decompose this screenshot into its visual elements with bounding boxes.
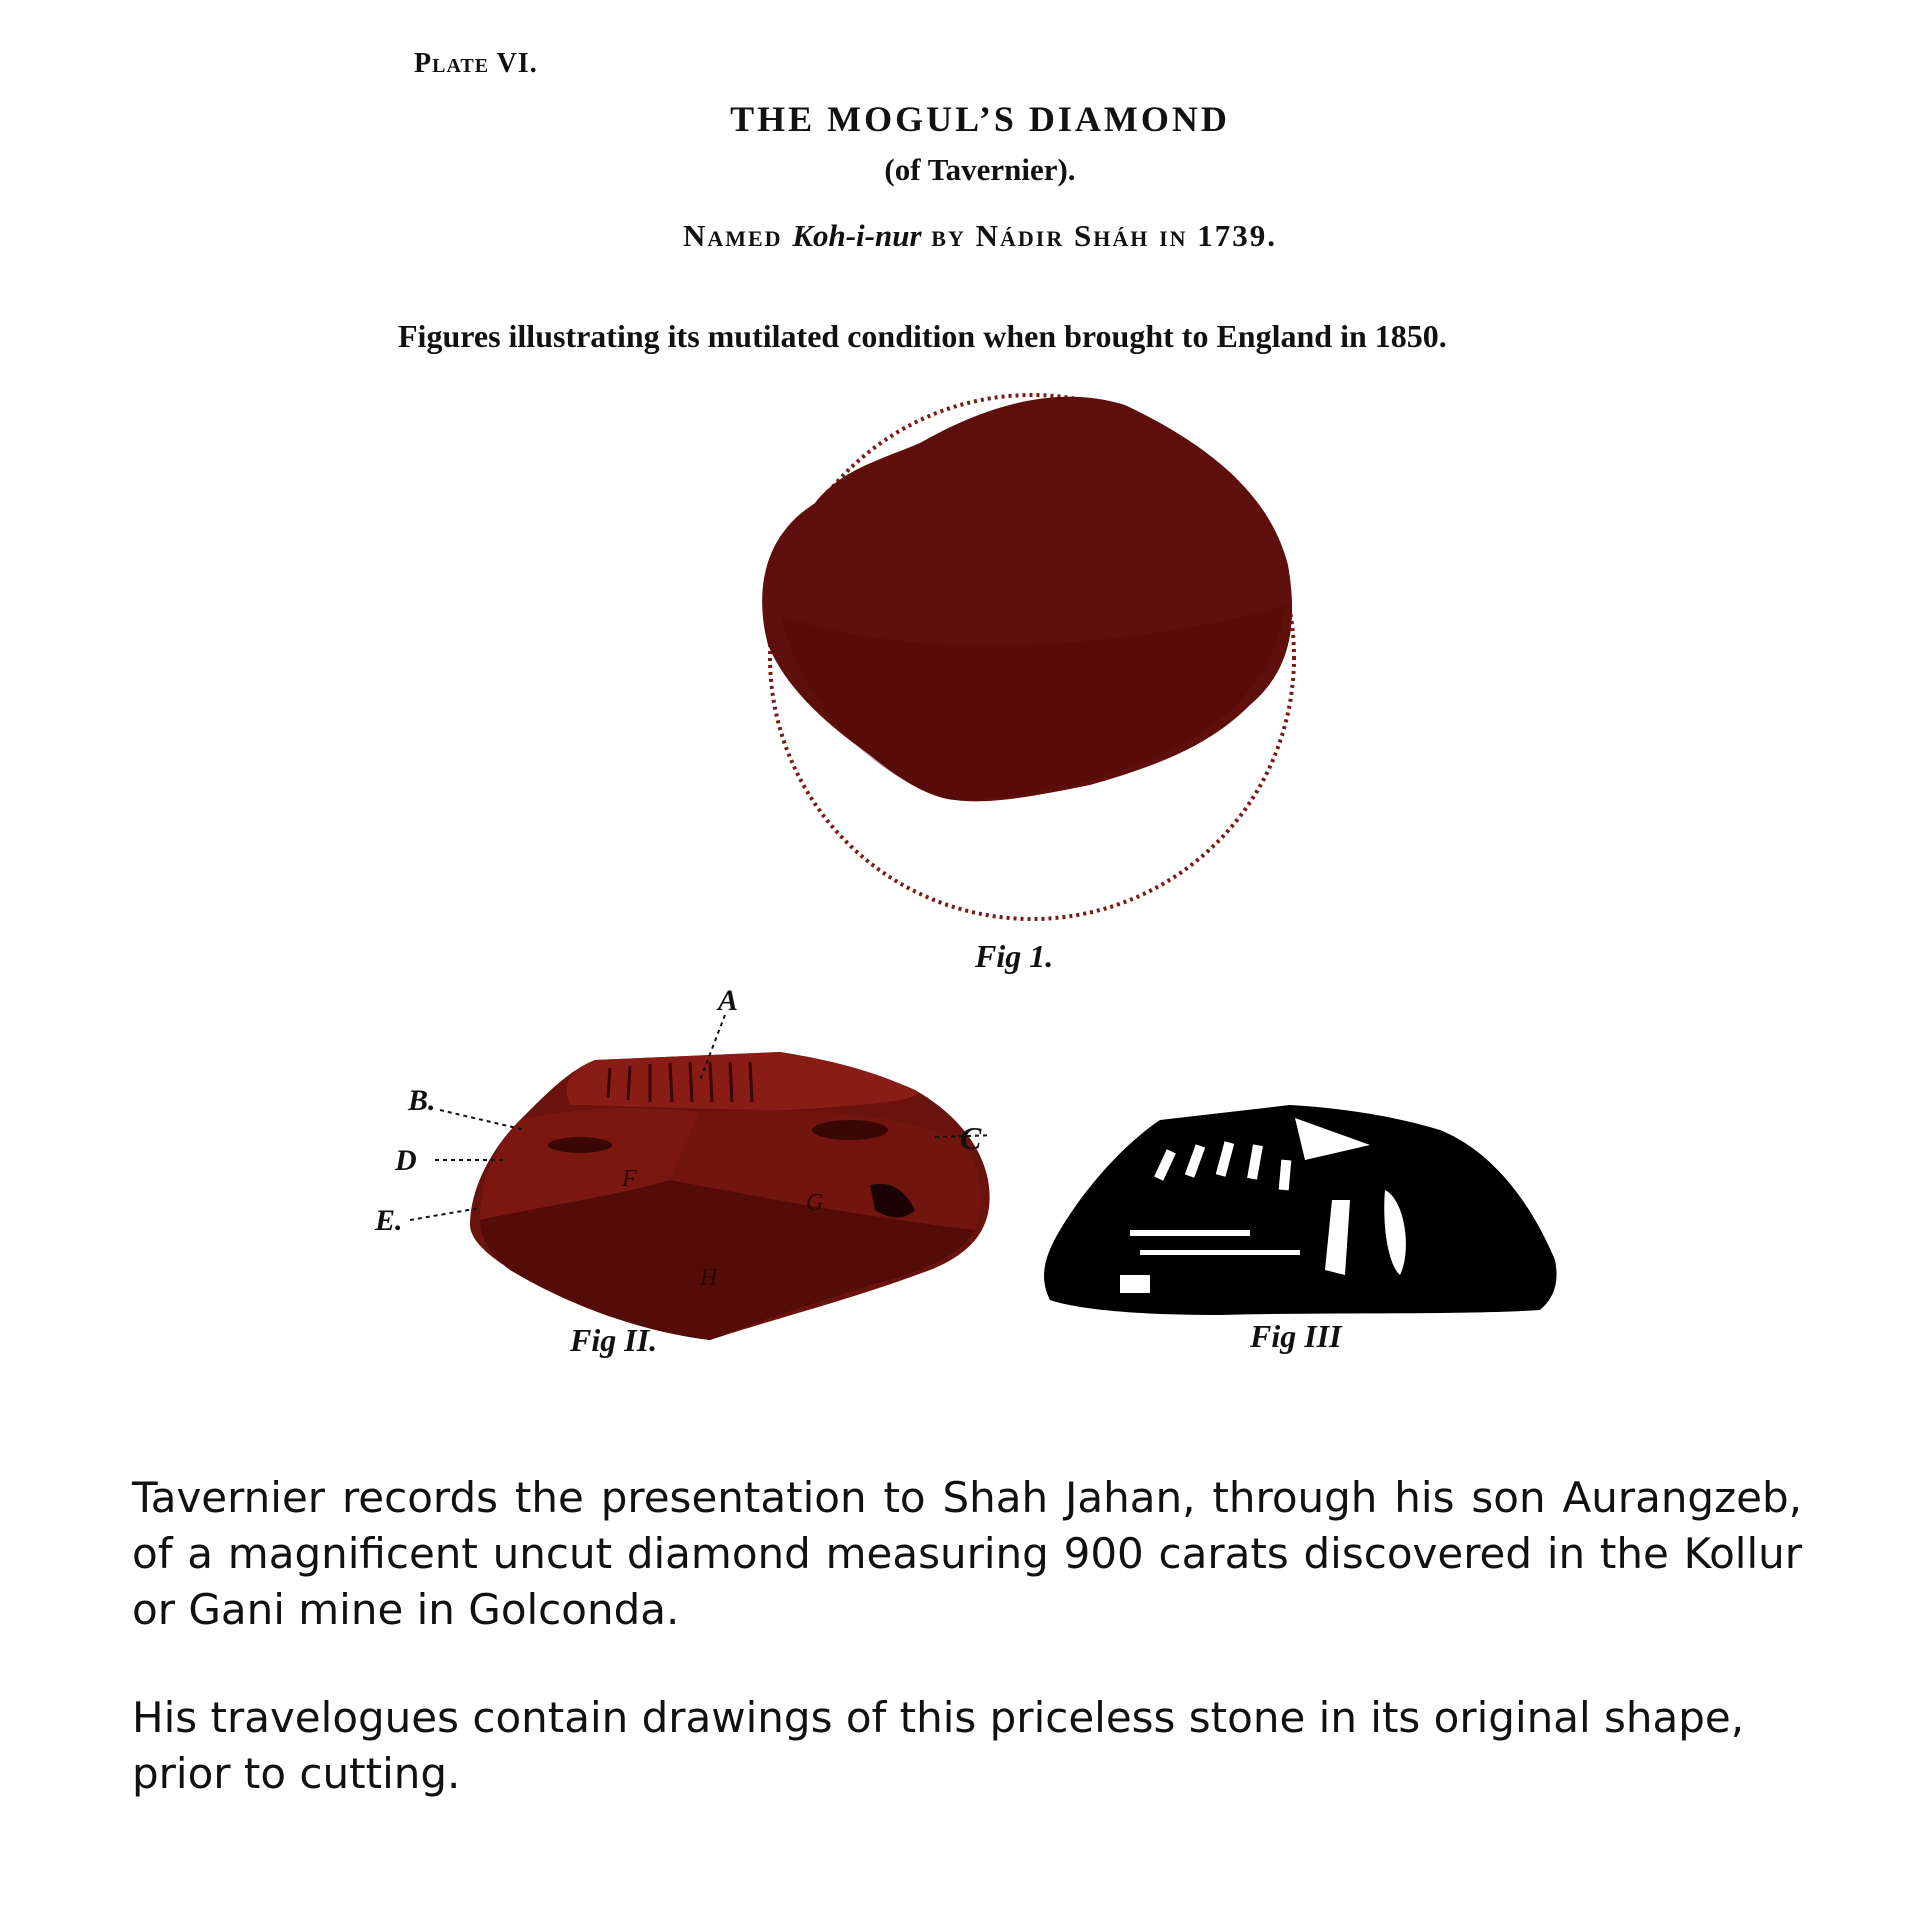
fig2-letter-c-label: C [960, 1120, 982, 1156]
named-stone: Koh-i-nur [792, 218, 922, 253]
plate-subtitle: (of Tavernier). [884, 152, 1076, 187]
fig2-top-crown [567, 1052, 917, 1110]
named-suffix: by Nádir Sháh in 1739. [931, 218, 1278, 253]
fig2-letter-d: D [395, 1144, 417, 1177]
named-prefix: Named [682, 218, 783, 253]
fig3-label: Fig III [1250, 1318, 1342, 1354]
fig2-letter-a: A [718, 984, 739, 1017]
fig2-letter-g: G [806, 1190, 824, 1216]
fig2-facet-right [812, 1120, 888, 1140]
paragraph-2: His travelogues contain drawings of this priceless stone in its original shape, prior to cutting. [132, 1693, 1745, 1798]
fig2-label: Fig II. [570, 1322, 658, 1358]
fig2-letter-b: B. [408, 1084, 436, 1117]
named-line [0, 218, 1920, 254]
fig2-facet-left [548, 1137, 612, 1153]
figures-caption: Figures illustrating its mutilated condition when brought to England in 1850. [398, 318, 1447, 354]
plate-label: Plate VI. [414, 48, 538, 79]
fig2-letter-e: E. [375, 1204, 403, 1237]
paragraph-1: Tavernier records the presentation to Shah Jahan, through his son Aurangzeb, of a magnificent uncut diamond measuring 900 carats discovered in the Kollur or Gani mine in Golconda. [132, 1473, 1802, 1634]
fig3-drawing [1040, 1100, 1560, 1330]
fig2-letter-f: F [622, 1166, 637, 1192]
plate-title: THE MOGUL’S DIAMOND [730, 99, 1230, 139]
fig2-drawing [370, 980, 990, 1360]
fig1-drawing [740, 385, 1300, 945]
fig2-letter-h: H [700, 1265, 718, 1291]
fig1-label: Fig 1. [975, 938, 1054, 974]
